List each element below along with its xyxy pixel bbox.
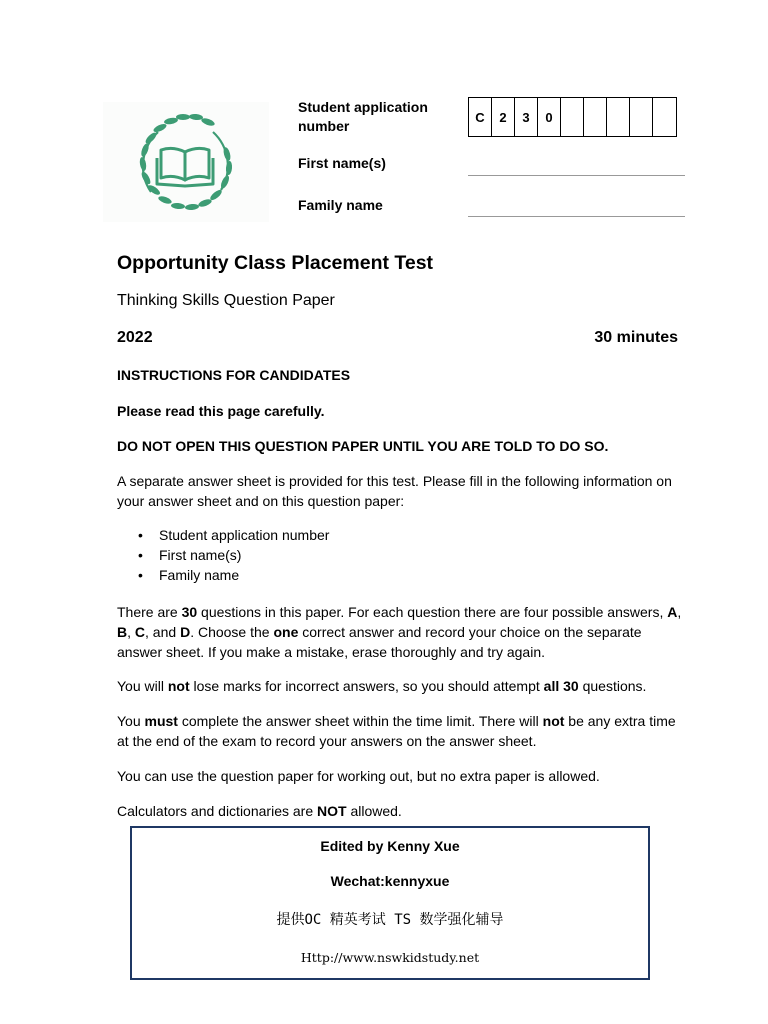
page-title: Opportunity Class Placement Test [117,252,434,274]
first-name-label: First name(s) [298,155,386,171]
bullet-item: • Family name [159,565,329,585]
text-run: You will [117,678,168,694]
bullet-item: • Student application number [159,525,329,545]
text-run: correct answer and record your choice on the separate answer sheet. If you make a mistake, erase thoroughly and try again. [117,624,642,660]
bold-run: 30 [181,604,198,620]
text-run: , [127,624,135,640]
text-run: There are [117,604,182,620]
app-number-cell[interactable] [607,98,630,136]
bold-run: all 30 [543,678,579,694]
info-bullet-list [117,525,329,585]
answer-sheet-paragraph: A separate answer sheet is provided for this test. Please fill in the following information on your answer sheet and on this question paper: [117,473,672,509]
text-run: , [677,604,682,620]
student-application-label-line2: number [298,118,350,134]
app-number-cell[interactable] [630,98,653,136]
tutoring-note: 提供OC 精英考试 TS 数学强化辅导 [276,912,504,928]
app-number-cell[interactable]: 2 [492,98,515,136]
editor-info-box [130,826,650,980]
editor-name: Edited by Kenny Xue [320,838,460,854]
text-run: , and [145,624,181,640]
bold-run: B [117,624,128,640]
bullet-item: • First name(s) [159,545,329,565]
open-book-laurel-icon [103,102,269,222]
school-logo [103,102,269,222]
app-number-cell[interactable] [653,98,676,136]
text-run: questions. [578,678,647,694]
text-run: allowed. [346,803,402,819]
exam-duration: 30 minutes [594,329,678,346]
application-number-boxes[interactable] [468,97,677,137]
page-subtitle: Thinking Skills Question Paper [117,292,335,309]
time-limit-paragraph [117,711,687,751]
student-application-label [298,98,428,136]
bold-run: one [273,624,299,640]
marks-paragraph [117,676,687,696]
bold-run: not [542,713,565,729]
bold-run: D [180,624,191,640]
student-application-label-line1: Student application [298,99,428,115]
family-name-label: Family name [298,197,383,213]
text-run: . Choose the [190,624,274,640]
website-link[interactable]: Http://www.nswkidstudy.net [300,950,480,965]
bold-run: NOT [317,803,347,819]
instructions-heading: INSTRUCTIONS FOR CANDIDATES [117,367,351,383]
text-run: lose marks for incorrect answers, so you should attempt [189,678,544,694]
wechat-id: Wechat:kennyxue [330,873,450,889]
bold-run: A [667,604,678,620]
text-run: complete the answer sheet within the time limit. There will [177,713,543,729]
bold-run: must [144,713,178,729]
bold-run: not [167,678,190,694]
first-name-line[interactable] [468,175,685,176]
calculators-paragraph [117,801,687,821]
text-run: questions in this paper. For each question there are four possible answers, [197,604,668,620]
questions-paragraph [117,602,687,662]
app-number-cell[interactable] [584,98,607,136]
app-number-cell[interactable]: C [469,98,492,136]
text-run: You [117,713,145,729]
app-number-cell[interactable]: 0 [538,98,561,136]
text-run: be any extra time at the end of the exam to record your answers on the answer sheet. [117,713,676,749]
working-out-paragraph: You can use the question paper for working out, but no extra paper is allowed. [117,768,600,784]
family-name-line[interactable] [468,216,685,217]
bold-run: C [134,624,146,640]
exam-year: 2022 [117,329,153,346]
read-carefully-note: Please read this page carefully. [117,403,325,419]
text-run: Calculators and dictionaries are [117,803,317,819]
app-number-cell[interactable] [561,98,584,136]
do-not-open-warning: DO NOT OPEN THIS QUESTION PAPER UNTIL YOU ARE TOLD TO DO SO. [117,438,609,454]
app-number-cell[interactable]: 3 [515,98,538,136]
